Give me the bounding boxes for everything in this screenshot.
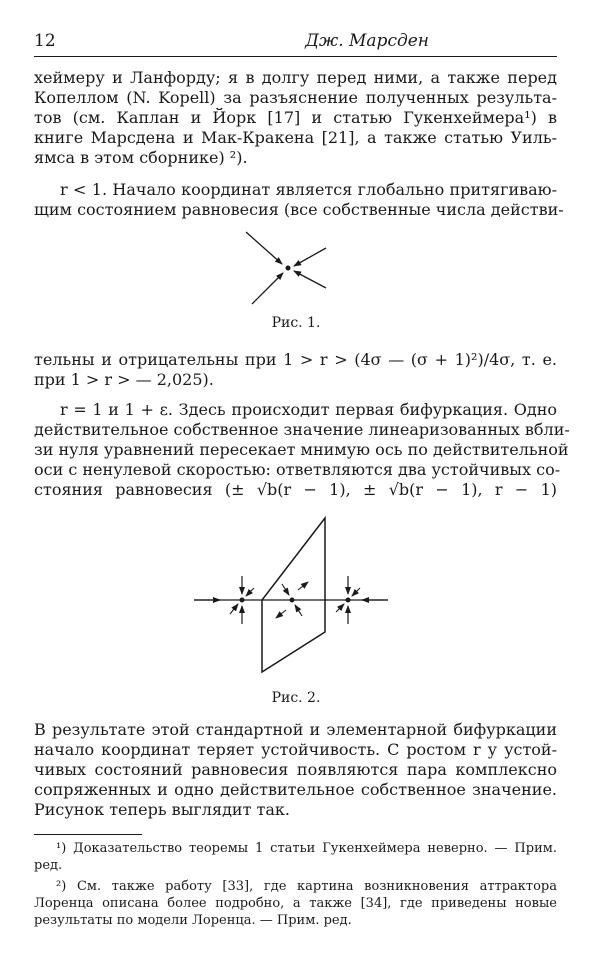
text-line: чивых состояний равновесия появляются пара комплексно: [34, 760, 557, 779]
center-manifold-plane: [262, 518, 325, 672]
flow-arrow: [352, 588, 360, 596]
footnote-rule: [34, 834, 142, 835]
text-line: ямса в этом сборнике) ²).: [34, 148, 248, 167]
footnote-1-line: ¹) Доказательство теоремы 1 статьи Гукенхеймера неверно. — Прим.: [56, 841, 557, 856]
flow-arrow: [336, 604, 344, 612]
page-header: [34, 31, 557, 53]
equilibrium-point-left: [240, 598, 245, 603]
text-line: стояния равновесия (± √b(r − 1), ± √b(r − 1), r − 1): [34, 480, 557, 499]
flow-arrow: [282, 584, 289, 595]
text-line: хеймеру и Ланфорду; я в долгу перед ними, а также перед: [34, 68, 557, 87]
flow-arrow: [246, 588, 254, 596]
flow-arrow: [276, 610, 286, 618]
text-line: книге Марсдена и Мак-Кракена [21], а также статью Уиль-: [34, 128, 557, 147]
flow-arrow: [252, 273, 283, 304]
footnote-1-line: ред.: [34, 858, 63, 873]
text-line: оси с ненулевой скоростью: ответвляются два устойчивых со-: [34, 460, 561, 479]
flow-arrow: [298, 582, 308, 590]
equilibrium-point: [286, 266, 291, 271]
text-line: действительное собственное значение линеаризованных вбли-: [34, 420, 570, 439]
text-line: при 1 > r > — 2,025).: [34, 370, 214, 389]
figure-1-caption: Рис. 1.: [271, 315, 321, 331]
header-rule: [34, 56, 557, 57]
footnote-2-line: Лоренца описана более подробно, а также [34], где приведены новые: [34, 896, 557, 911]
flow-arrow: [294, 271, 326, 288]
figure-1-diagram: [230, 224, 360, 314]
text-line: r = 1 и 1 + ε. Здесь происходит первая бифуркация. Одно: [60, 400, 557, 419]
flow-arrow: [246, 232, 282, 264]
page-number: 12: [34, 31, 56, 51]
equilibrium-point-origin: [290, 598, 295, 603]
text-line: начало координат теряет устойчивость. С ростом r у устой-: [34, 740, 557, 759]
text-line: сопряженных и одно действительное собственное значение.: [34, 780, 557, 799]
flow-arrow: [230, 604, 238, 614]
flow-arrow: [294, 248, 326, 266]
text-line: тов (см. Каплан и Йорк [17] и статью Гукенхеймера¹) в: [34, 108, 557, 127]
paragraph-first-bifurcation: [34, 400, 570, 500]
text-line: щим состоянием равновесия (все собственные числа действи-: [34, 200, 564, 219]
text-line: Копеллом (N. Kopell) за разъяснение полученных результа-: [34, 88, 557, 107]
text-line: В результате этой стандартной и элементарной бифуркации: [34, 720, 557, 739]
text-line: r < 1. Начало координат является глобально притягиваю-: [60, 180, 557, 199]
figure-2-caption: Рис. 2.: [271, 690, 321, 706]
footnote-2-line: результаты по модели Лоренца. — Прим. ред.: [34, 913, 352, 928]
paragraph-r-less-1: [34, 180, 564, 220]
paragraph-loss-of-stability: [34, 720, 557, 820]
footnote-2-line: ²) См. также работу [33], где картина возникновения аттрактора: [56, 879, 557, 894]
footnotes: [34, 840, 557, 929]
running-head: Дж. Марсден: [305, 31, 429, 51]
equilibrium-point-right: [346, 598, 351, 603]
text-line: Рисунок теперь выглядит так.: [34, 800, 290, 819]
paragraph-acknowledgements: [34, 68, 557, 168]
paragraph-eigenvalues-negative: [34, 350, 557, 390]
flow-arrow: [295, 605, 302, 616]
figure-2-diagram: [190, 512, 390, 682]
text-line: тельны и отрицательны при 1 > r > (4σ — (σ + 1)²)/4σ, т. е.: [34, 350, 557, 369]
text-line: зи нуля уравнений пересекает мнимую ось по действительной: [34, 440, 569, 459]
